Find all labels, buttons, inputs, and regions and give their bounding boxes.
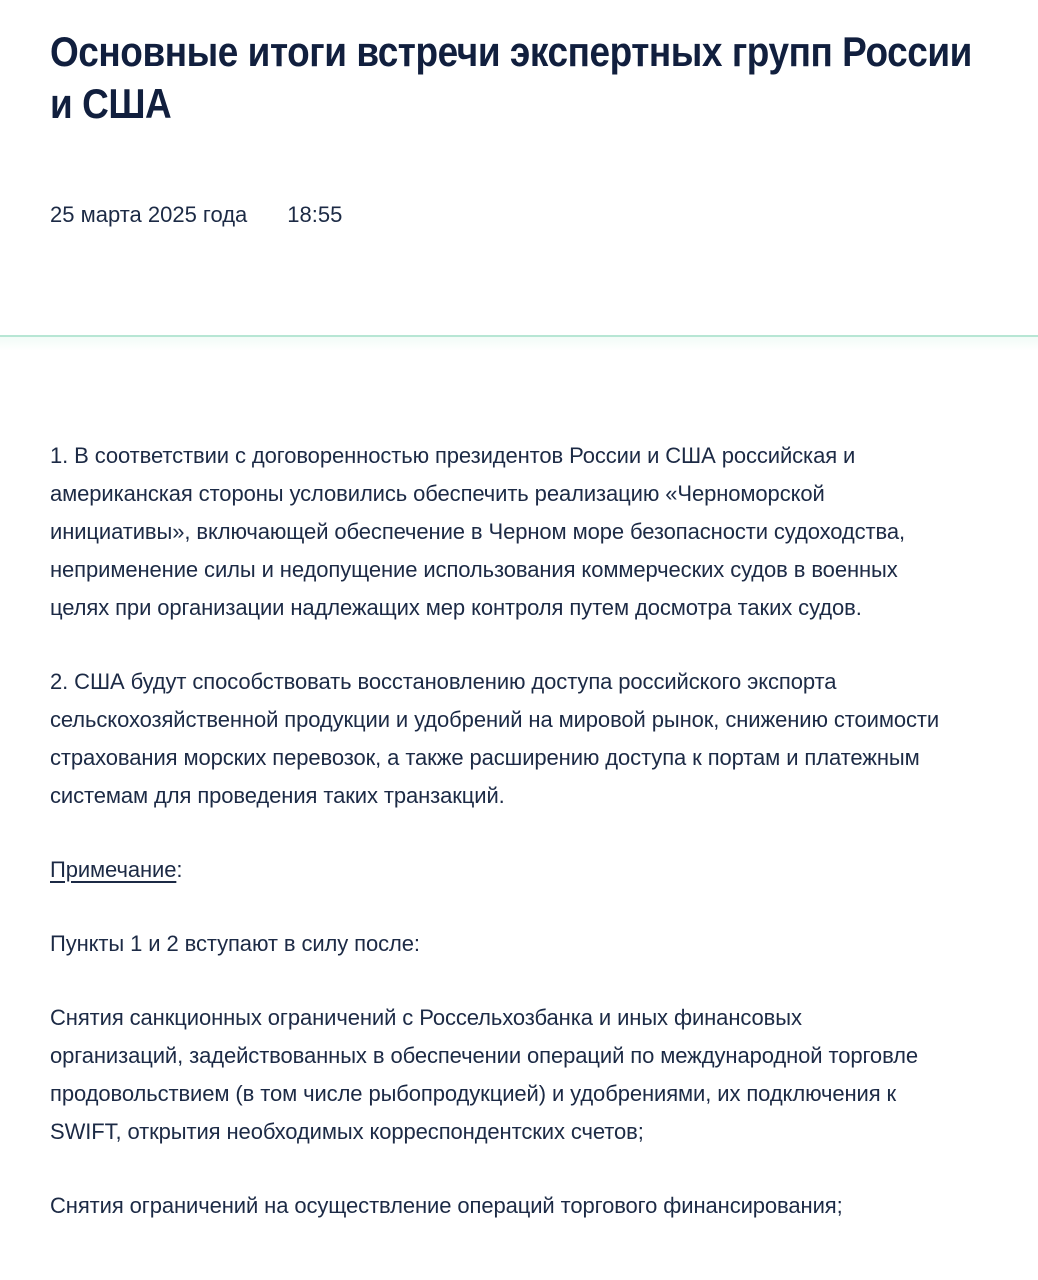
article-date: 25 марта 2025 года [50, 202, 248, 227]
article-header [0, 0, 1038, 230]
section-divider-fade [0, 337, 1038, 351]
note-heading-text: Примечание [50, 857, 177, 882]
article-title [50, 26, 972, 130]
article-title-line-1: Основные итоги встречи экспертных групп России [50, 28, 972, 75]
paragraph-condition-1: Снятия санкционных ограничений с Россельхозбанка и иных финансовых организаций, задействованных в обеспечении операций по международной торговле продовольствием (в том числе рыбопродукцией) и удобрениями, их подключения к SWIFT, открытия необходимых корреспондентских счетов; [50, 1005, 919, 1144]
paragraph-note-intro: Пункты 1 и 2 вступают в силу после: [50, 931, 420, 956]
note-heading [50, 851, 940, 889]
paragraph-point-1: 1. В соответствии с договоренностью президентов России и США российская и американская стороны условились обеспечить реализацию «Черноморской инициативы», включающей обеспечение в Черном море безопасности судоходства, неприменение силы и недопущение использования коммерческих судов в военных целях при организации надлежащих мер контроля путем досмотра таких судов. [50, 443, 906, 620]
note-heading-colon: : [176, 857, 183, 882]
paragraph-condition-2: Снятия ограничений на осуществление операций торгового финансирования; [50, 1193, 843, 1218]
article-body [0, 351, 1038, 1225]
article-title-line-2: и США [50, 80, 172, 127]
article-time: 18:55 [287, 202, 343, 227]
article-meta [50, 200, 990, 230]
paragraph-point-2: 2. США будут способствовать восстановлению доступа российского экспорта сельскохозяйственной продукции и удобрений на мировой рынок, снижению стоимости страхования морских перевозок, а также расширению доступа к портам и платежным системам для проведения таких транзакций. [50, 669, 940, 808]
